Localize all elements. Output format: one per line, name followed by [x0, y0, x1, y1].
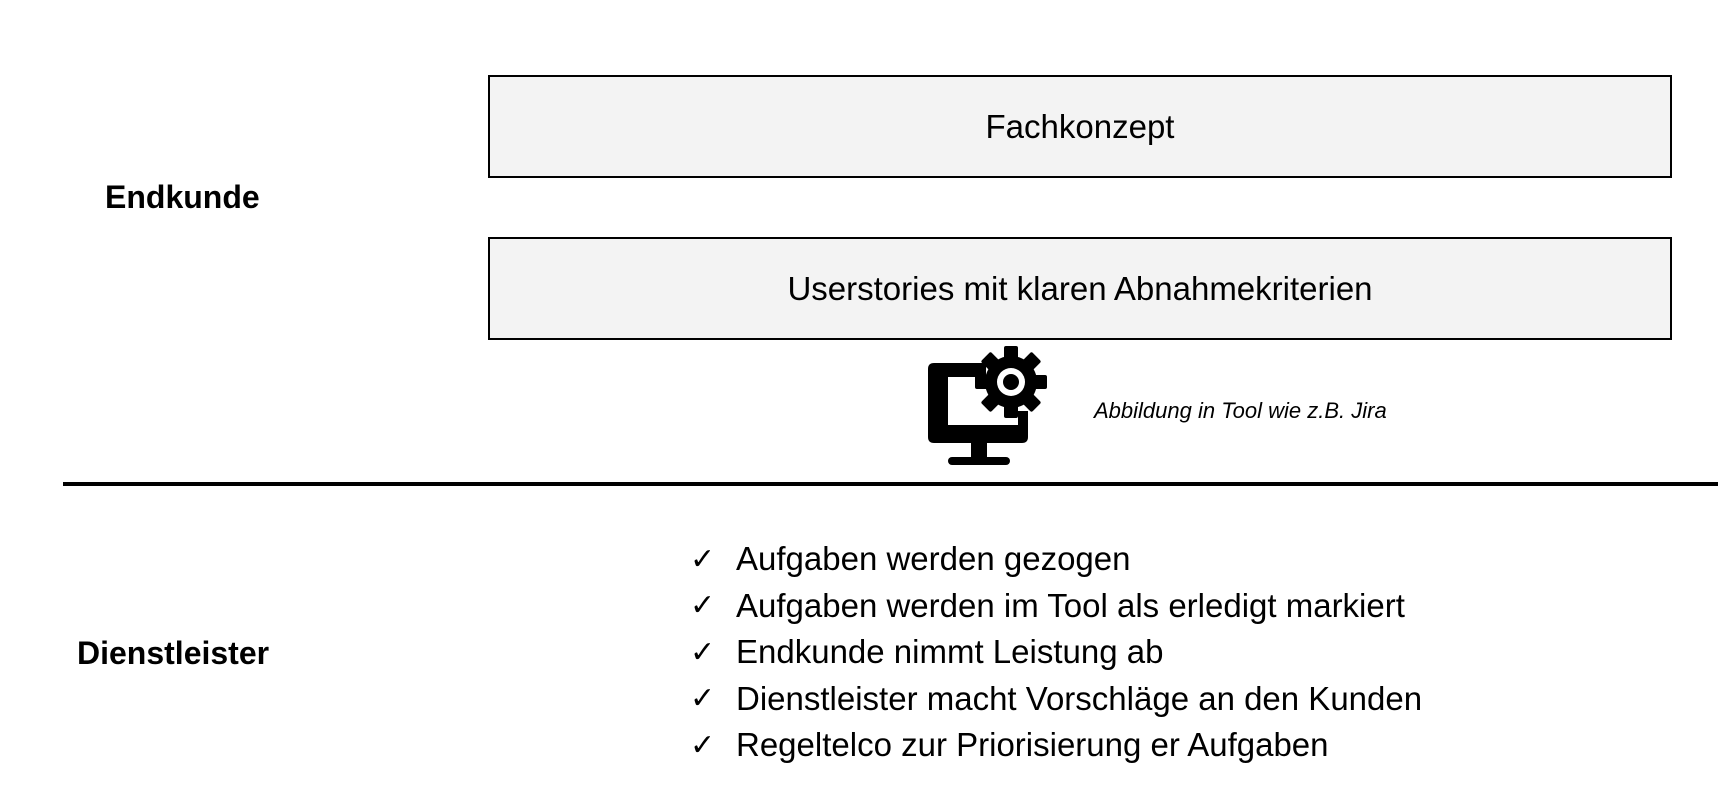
checkmark-icon: ✓ [690, 634, 716, 670]
list-item [690, 722, 1422, 769]
box-label: Userstories mit klaren Abnahmekriterien [787, 269, 1373, 307]
list-item [690, 629, 1422, 676]
list-item-text: Aufgaben werden gezogen [736, 540, 1131, 578]
box-userstories [488, 237, 1672, 340]
list-item-text: Endkunde nimmt Leistung ab [736, 633, 1164, 671]
tool-note: Abbildung in Tool wie z.B. Jira [1094, 398, 1387, 423]
checkmark-icon: ✓ [690, 681, 716, 717]
monitor-gear-icon [924, 345, 1050, 473]
list-item-text: Dienstleister macht Vorschläge an den Kunden [736, 679, 1423, 717]
list-item-text: Regeltelco zur Priorisierung er Aufgaben [736, 726, 1329, 764]
checkmark-icon: ✓ [690, 727, 716, 763]
box-label: Fachkonzept [985, 107, 1175, 145]
box-fachkonzept [488, 75, 1672, 178]
checkmark-icon: ✓ [690, 541, 716, 577]
list-item [690, 583, 1422, 630]
list-item-text: Aufgaben werden im Tool als erledigt markiert [736, 586, 1405, 624]
list-item [690, 676, 1422, 723]
checklist [690, 536, 1422, 769]
checkmark-icon: ✓ [690, 588, 716, 624]
role-label-endkunde: Endkunde [105, 179, 260, 215]
section-divider [63, 482, 1718, 486]
list-item [690, 536, 1422, 583]
role-label-dienstleister: Dienstleister [77, 635, 270, 671]
